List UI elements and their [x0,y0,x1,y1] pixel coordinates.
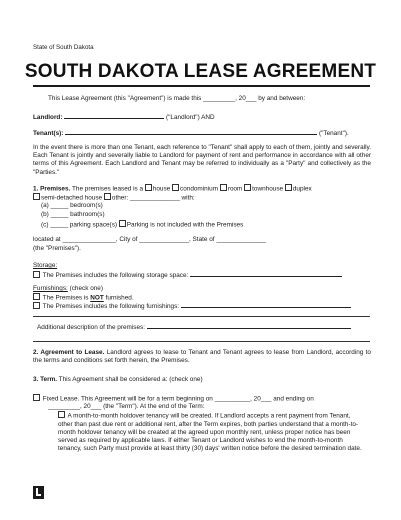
additional-extra-line[interactable] [33,341,370,342]
document-title: SOUTH DAKOTA LEASE AGREEMENT [24,61,377,82]
tenants-label: Tenant(s): [33,130,64,137]
checkbox-duplex[interactable] [285,184,292,191]
not-word: NOT [90,294,104,302]
storage-line [33,270,342,280]
parking-line [41,220,243,230]
brand-logo-icon [33,486,44,499]
holdover-text: A month-to-month holdover tenancy will be created. If Landlord accepts a rent payment from Tenant, other than past due rent or additional rent, after the Term expires, both parties understand that a month-to-month holdover tenancy will be created at the agreed upon monthly rent, unless proper notice has been served as required by applicable laws. If either Tenant or Landlord wishes to end the month-to-month tenancy, such Party must provide at least thirty (30) days' written notice before the desired termination date. [58,412,362,453]
furnished-line [33,301,351,311]
premises-lead: The premises leased is a [71,185,144,193]
type-condominium-label: condominium [180,185,219,193]
fixed-lease-line-2: _________, 20___ (the "Term"). At the end of the Term: [48,403,205,410]
checkbox-townhouse[interactable] [244,184,251,191]
type-semi-label: semi-detached house [41,194,103,202]
checkbox-fixed-lease[interactable] [33,394,40,401]
located-line: located at _______________, City of ______________, State of ______________ [33,236,267,243]
checkbox-room[interactable] [220,184,227,191]
furnishings-heading: Furnishings: [33,285,68,292]
agreement-heading: 2. Agreement to Lease. [33,349,105,356]
agreement-paragraph [33,349,371,365]
storage-field[interactable] [190,270,342,277]
premises-heading: 1. Premises. [33,185,71,193]
type-duplex-label: duplex [292,185,312,193]
additional-line [37,322,351,332]
tenants-line [33,128,349,138]
checkbox-no-parking[interactable] [119,220,126,227]
bathrooms-line: (b) _____ bathroom(s) [41,211,105,218]
checkbox-semi-detached[interactable] [33,193,40,200]
type-room-label: room [227,185,243,193]
checkbox-furnished[interactable] [33,302,40,309]
tenants-suffix: ("Tenant"). [318,130,349,137]
checkbox-not-furnished[interactable] [33,293,40,300]
checkbox-house[interactable] [145,184,152,191]
not-furnished-pre: The Premises is [42,294,89,302]
landlord-line [33,112,215,122]
type-house-label: house [152,185,171,193]
additional-label: Additional description of the premises: [37,324,145,331]
additional-field[interactable] [147,322,351,329]
furnishings-field[interactable] [181,301,351,308]
parking-label: (c) _____ parking space(s) [41,221,118,229]
landlord-suffix: ("Landlord") AND [166,114,215,121]
storage-heading: Storage: [33,262,58,269]
term-line [33,376,203,384]
furnishings-heading-line [33,285,103,293]
holdover-paragraph [58,411,364,454]
checkbox-storage[interactable] [33,271,40,278]
agreement-text: Landlord agrees to lease to Tenant and Tenant agrees to lease from Landlord, according to the terms and conditions set forth herein, the Premises. [33,349,371,365]
furnishings-extra-line[interactable] [33,316,370,317]
no-parking-label: Parking is not included with the Premises [126,221,244,229]
checkbox-other[interactable] [104,193,111,200]
title-rule [33,85,370,87]
type-other-label: other: ______________ with: [111,194,195,202]
made-this-line: This Lease Agreement (this "Agreement") is made this _________, 20___ by and between: [48,95,306,102]
tenants-name-field[interactable] [65,128,317,135]
term-heading: 3. Term. [33,376,58,383]
fixed-lease-text: Fixed Lease. This Agreement will be for a term beginning on __________, 20___ and ending on [42,395,314,403]
term-text: This Agreement shall be considered a: (check one) [58,376,203,383]
checkbox-holdover[interactable] [58,411,65,418]
checkbox-condominium[interactable] [172,184,179,191]
state-label: State of South Dakota [33,44,94,51]
storage-label: The Premises includes the following storage space: [42,272,189,279]
type-townhouse-label: townhouse [252,185,284,193]
landlord-name-field[interactable] [64,112,164,119]
joint-liability-paragraph: In the event there is more than one Tenant, each reference to "Tenant" shall apply to each of them, jointly and severally. Each Tenant is jointly and severally liable to Landlord for payment of rent and performance in accordance with all other terms of this Agreement. Each Landlord and Tenant may be referred to individually as a "Party" and collectively as the "Parties." [33,144,371,176]
landlord-label: Landlord: [33,114,63,121]
bedrooms-line: (a) _____ bedroom(s) [41,202,103,209]
furnishings-check-one: (check one) [69,285,103,292]
furnished-label: The Premises includes the following furnishings: [42,303,180,310]
not-furnished-post: furnished. [105,294,134,302]
premises-definition: (the "Premises"). [33,245,81,252]
